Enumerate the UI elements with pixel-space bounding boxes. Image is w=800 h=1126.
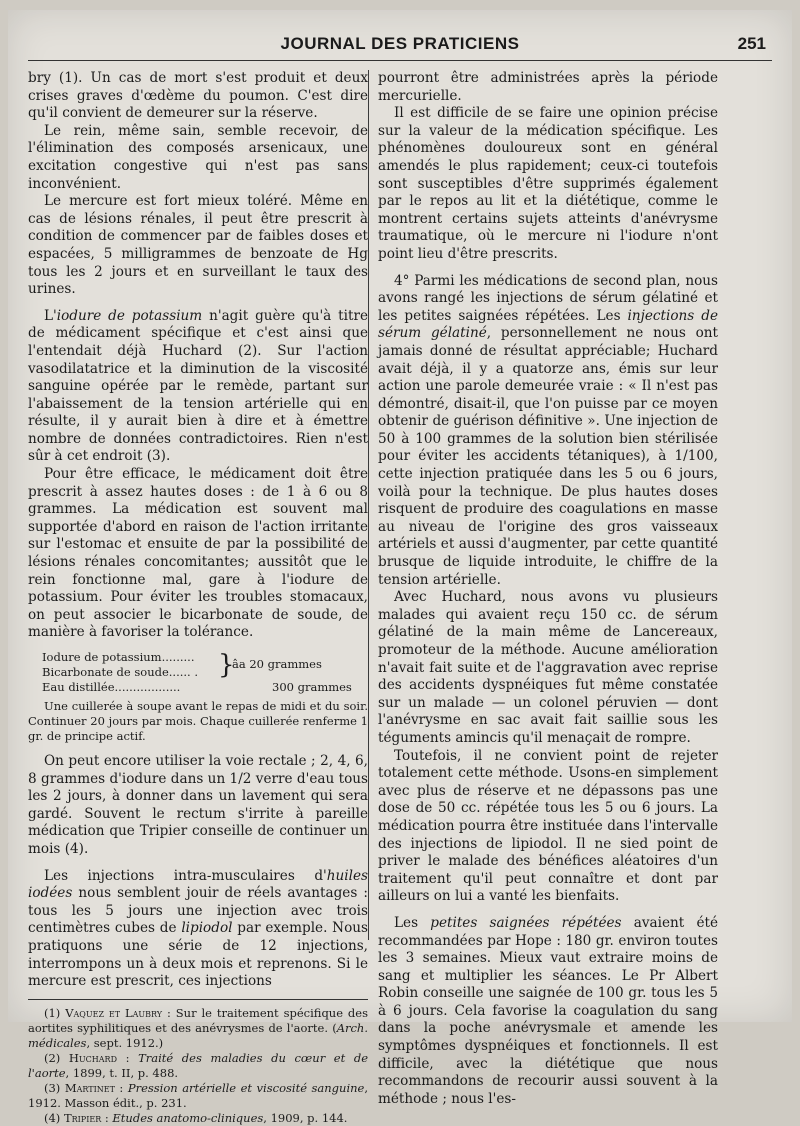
text-run: par exemple. Nous pratiquons une série de 12 injections, interrompons un à deux mois et reprenons. Si le mercure est prescrit, ces injections (28, 920, 368, 990)
footnote-number: (4) (44, 1110, 61, 1125)
column-divider (368, 70, 369, 940)
journal-page (8, 10, 792, 1125)
left-column (28, 70, 368, 1126)
footnote-author: Huchard (68, 1050, 117, 1065)
prescription-formula (42, 650, 368, 695)
footnote (28, 1006, 368, 1051)
footnote-number: (1) (44, 1005, 61, 1020)
paragraph: Il est difficile de se faire une opinion précise sur la valeur de la médication spécifique. Les phénomènes douloureux sont en général amendés le plus rapidement; ceux-ci toutefois sont susceptibles d'être supprimés également par le repos au lit et la diététique, comme le montrent certains sujets atteints d'anévrysme traumatique, où le mercure ni l'iodure n'ont point lieu d'être prescrits. (378, 105, 718, 262)
footnote-title: Traité des maladies du cœur et de l'aorte (28, 1050, 368, 1080)
text-run: Les (394, 914, 431, 931)
ingredient: Bicarbonate de soude...... . (42, 665, 199, 679)
paragraph: Pour être efficace, le médicament doit être prescrit à assez hautes doses : de 1 à 6 ou 8 grammes. La médication est souvent mal supportée d'abord en raison de l'action irritante sur l'estomac et ensuite de par la possibilité de lésions rénales concomitantes; aussitôt que le rein fonctionne mal, gare à l'iodure de potassium. Pour éviter les troubles stomacaux, on peut associer le bicarbonate de soude, de manière à favoriser la tolérance. (28, 466, 368, 641)
brace: } (218, 650, 235, 680)
text-run: Les injections intra-musculaires d' (44, 867, 327, 884)
formula-row (42, 680, 368, 695)
footnote-text: : (101, 1110, 113, 1125)
paragraph: bry (1). Un cas de mort s'est produit et deux crises graves d'œdème du poumon. C'est dire qu'il convient de demeurer sur la réserve. (28, 70, 368, 122)
emphasis: injections de sérum gélatiné (378, 307, 718, 342)
paragraph: Toutefois, il ne convient point de rejeter totalement cette méthode. Usons-en simplement avec plus de réserve et ne dépassons pas une dose de 50 cc. répétée tous les 5 ou 6 jours. La médication pourra être instituée dans l'intervalle des injections de lipiodol. Il ne sied point de priver le malade des bénéfices aléatoires d'un traitement qu'il peut connaître et dont par ailleurs on lui a vanté les bienfaits. (378, 747, 718, 905)
page-header (28, 30, 772, 61)
paragraph: Le mercure est fort mieux toléré. Même en cas de lésions rénales, il peut être prescrit à condition de commencer par de faibles doses et espacées, 5 milligrammes de benzoate de Hg tous les 2 jours et en surveillant le taux des urines. (28, 193, 368, 298)
emphasis: petites saignées répétées (430, 914, 622, 931)
footnote-number: (3) (44, 1080, 61, 1095)
page-number: 251 (737, 34, 766, 53)
footnote-author: Tripier (63, 1110, 102, 1125)
footnote-text: , 1899, t. II, p. 488. (65, 1065, 179, 1080)
footnote (28, 1081, 368, 1111)
text-run: , personnellement ne nous ont jamais donné de résultat appréciable; Huchard avait déjà, il y a quatorze ans, émis sur leur action une parole demeurée vraie : « Il n'est pas démontré, disait-il, que l'on puisse par ce moyen obtenir de guérison définitive ». Une injection de 50 à 100 grammes de la solution bien stérilisée pour éviter les accidents tétaniques), à 1/100, cette injection pratiquée dans les 5 ou 6 jours, voilà pour la technique. De plus hautes doses risquent de produire des coagulations en masse au niveau de l'origine des gros vaisseaux artériels et aussi d'augmenter, par cette quantité brusque de liquide introduite, le chiffre de la tension artérielle. (378, 325, 718, 588)
text-run: n'agit guère qu'à titre de médicament spécifique et c'est ainsi que l'entendait déjà Huchard (2). Sur l'action vasodilatatrice et la diminution de la viscosité sanguine opérée par le remède, partant sur l'abaissement de la tension artérielle qui en résulte, il y aurait bien à dire et à émettre nombre de données contradictoires. Rien n'est sûr à cet endroit (3). (28, 307, 368, 465)
footnote-text: , 1909, p. 144. (263, 1110, 348, 1125)
paragraph (28, 868, 368, 991)
paragraph: On peut encore utiliser la voie rectale ; 2, 4, 6, 8 grammes d'iodure dans un 1/2 verre d'eau tous les 2 jours, à donner dans un lavement qui sera gardé. Souvent le rectum s'irrite à pareille médication que Tripier conseille de continuer un mois (4). (28, 753, 368, 857)
footnote-author: Vaquez et Laubry (65, 1005, 163, 1020)
paragraph: pourront être administrées après la période mercurielle. (378, 70, 718, 104)
footnote-text: : (114, 1080, 128, 1095)
paragraph (378, 273, 718, 590)
ingredient: Iodure de potassium......... (42, 650, 195, 664)
emphasis: huiles iodées (28, 867, 368, 902)
footnote-number: (2) (44, 1050, 61, 1065)
shared-quantity: âa 20 grammes (232, 657, 322, 671)
dosage-note: Une cuillerée à soupe avant le repas de midi et du soir. Continuer 20 jours par mois. Chaque cuillerée renferme 1 gr. de principe actif. (28, 699, 368, 743)
text-run: L' (44, 307, 57, 324)
footnote-text: : Sur le traitement spécifique des aortites syphilitiques et des anévrysmes de l'aorte. ( (28, 1005, 368, 1035)
paragraph (28, 308, 368, 466)
footnote-text: , sept. 1912.) (86, 1035, 164, 1050)
text-run: avaient été recommandées par Hope : 180 gr. environ toutes les 3 semaines. Mieux vaut extraire moins de sang et multiplier les séances. Le Pr Albert Robin conseille une saignée de 100 gr. tous les 5 à 6 jours. Cela favorise la coagulation du sang dans la poche anévrysmale et amende les symptômes dyspnéiques et fonctionnels. Il est difficile, avec la diététique que nous recommandons de recourir aussi souvent à la méthode ; nous l'es- (378, 914, 718, 1107)
emphasis: iodure de potassium (56, 307, 203, 324)
paragraph: Le rein, même sain, semble recevoir, de l'élimination des composés arsenicaux, une excitation congestive qui n'est pas sans inconvénient. (28, 122, 368, 192)
right-column (378, 70, 718, 1108)
footnote (28, 1051, 368, 1081)
footnote-title: Arch. médicales (28, 1020, 368, 1050)
paragraph: Avec Huchard, nous avons vu plusieurs malades qui avaient reçu 150 cc. de sérum gélatiné de la main même de Lancereaux, promoteur de la méthode. Aucune amélioration n'avait fait suite et de l'aggravation avec reprise des accidents dyspnéiques fut même constatée sur un malade — un colonel péruvien — dont l'anévrysme en sac avait fait saillie sous les téguments amincis qu'il menaçait de rompre. (378, 589, 718, 746)
footnote-text: : (117, 1050, 139, 1065)
text-run: 4° Parmi les médications de second plan, nous avons rangé les injections de sérum gélatiné et les petites saignées répétées. Les (378, 272, 718, 324)
footnote-title: Etudes anatomo-cliniques (112, 1110, 264, 1125)
footnote (28, 1111, 368, 1126)
footnote-author: Martinet (64, 1080, 115, 1095)
emphasis: lipiodol (181, 920, 233, 937)
footnote-text: , 1912. Masson édit., p. 231. (28, 1080, 368, 1110)
footnote-rule (28, 999, 368, 1000)
footnote-title: Pression artérielle et viscosité sanguine (127, 1080, 365, 1095)
journal-title: JOURNAL DES PRATICIENS (280, 34, 520, 53)
paragraph (378, 915, 718, 1109)
quantity: 300 grammes (272, 680, 352, 694)
text-run: nous semblent jouir de réels avantages : tous les 5 jours une injection avec trois centimètres cubes de (28, 885, 368, 937)
ingredient: Eau distillée.................. (42, 680, 181, 694)
